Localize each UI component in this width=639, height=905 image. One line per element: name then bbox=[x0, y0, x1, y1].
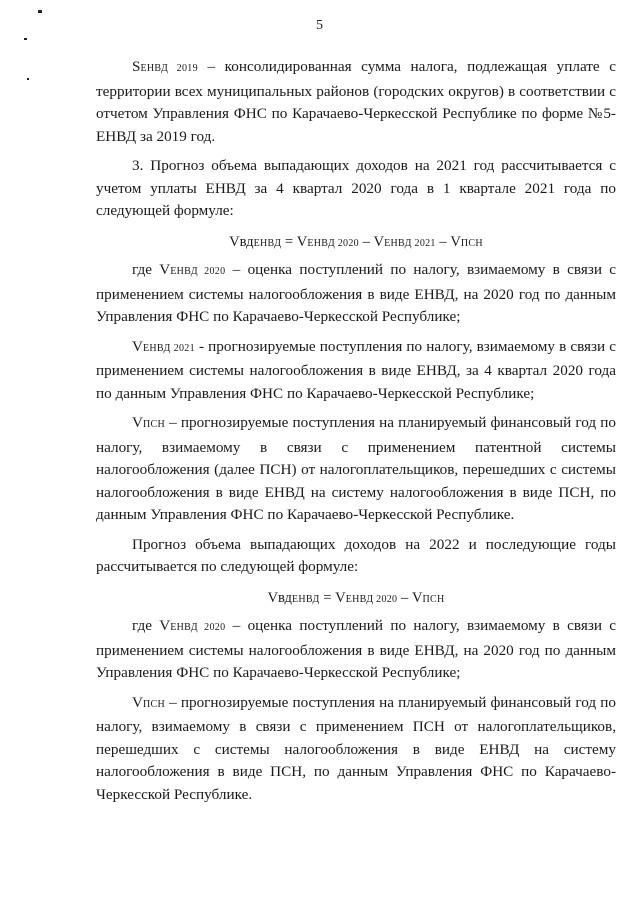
formula-2021: VвдЕНВД = VЕНВД 2020 – VЕНВД 2021 – VПСН bbox=[229, 233, 483, 250]
scan-speck bbox=[38, 10, 42, 13]
paragraph-v-psn: VПСН – прогнозируемые поступления на планируемый финансовый год по налогу, взимаемому в связи с применением патентной системы налогообложения (далее ПСН) от налогоплательщиков, перешедших с системы налогообложения в виде ЕНВД на систему налогообложения в виде ПСН, по данным Управления ФНС по Карачаево-Черкесской Республике. bbox=[96, 414, 616, 523]
paragraph-forecast-2021: 3. Прогноз объема выпадающих доходов на 2021 год рассчитывается с учетом уплаты ЕНВД за 4 квартал 2020 года в 1 квартале 2021 года по следующей формуле: bbox=[96, 157, 616, 219]
paragraph-v-envd-2020: где VЕНВД 2020 – оценка поступлений по налогу, взимаемому в связи с применением системы налогообложения в виде ЕНВД, на 2020 год по данным Управления ФНС по Карачаево-Черкесской Республике; bbox=[96, 261, 616, 325]
paragraph-v-envd-2021: VЕНВД 2021 - прогнозируемые поступления по налогу, взимаемому в связи с применением системы налогообложения в виде ЕНВД, за 4 квартал 2020 года по данным Управления ФНС по Карачаево-Черкесской Республике; bbox=[96, 337, 617, 402]
scan-speck bbox=[27, 78, 29, 80]
formula-2022: VвдЕНВД = VЕНВД 2020 – VПСН bbox=[267, 589, 445, 606]
paragraph-v-envd-2020-second: где VЕНВД 2020 – оценка поступлений по налогу, взимаемому в связи с применением системы налогообложения в виде ЕНВД, на 2020 год по данным Управления ФНС по Карачаево-Черкесской Республике; bbox=[96, 617, 616, 681]
paragraph-forecast-2022: Прогноз объема выпадающих доходов на 2022 и последующие годы рассчитывается по следующей формуле: bbox=[96, 535, 616, 575]
paragraph-s-envd-definition: SЕНВД 2019 – консолидированная сумма налога, подлежащая уплате с территории всех муниципальных районов (городских округов) в соответствии с отчетом Управления ФНС по Карачаево-Черкесской Республике по форме №5-ЕНВД за 2019 год. bbox=[96, 58, 616, 145]
page-number: 5 bbox=[316, 18, 323, 33]
scan-speck bbox=[24, 38, 27, 40]
body-text bbox=[96, 56, 616, 806]
paragraph-v-psn-second: VПСН – прогнозируемые поступления на планируемый финансовый год по налогу, взимаемому в связи с применением ПСН от налогоплательщиков, перешедших с системы налогообложения в виде ЕНВД на систему налогообложения в виде ПСН, по данным Управления ФНС по Карачаево-Черкесской Республике. bbox=[96, 693, 616, 803]
